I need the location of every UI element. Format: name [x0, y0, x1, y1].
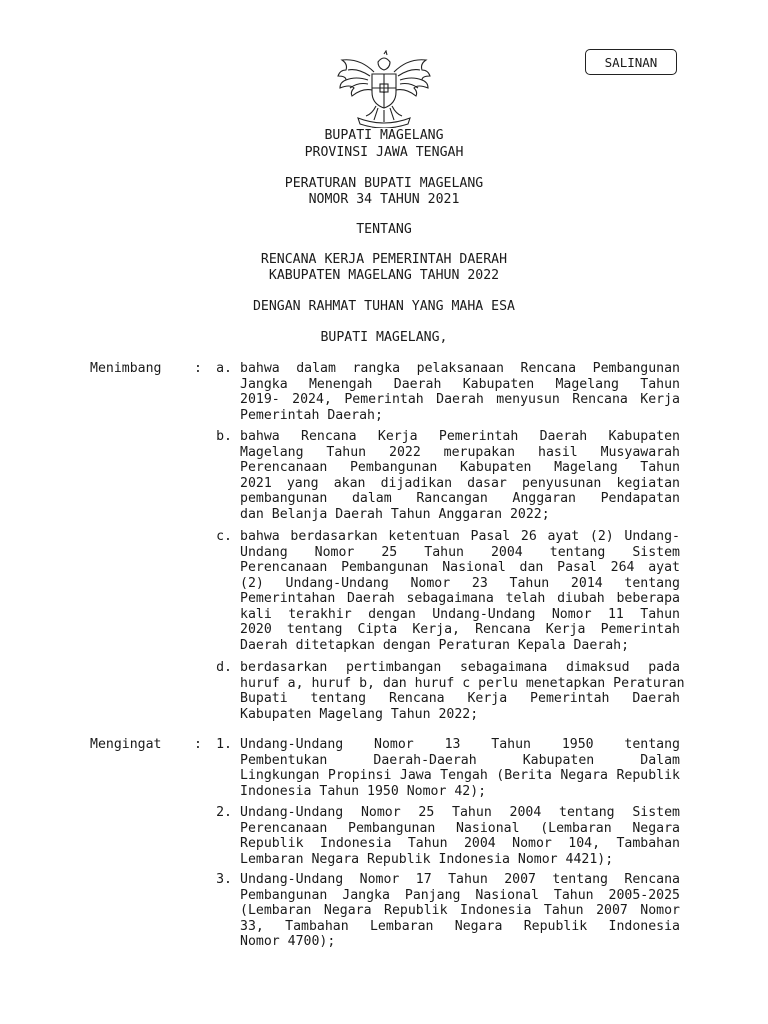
about-heading: TENTANG [356, 222, 412, 237]
text-line: Nomor 4700); [240, 934, 336, 949]
mengingat-item-2 [240, 805, 680, 867]
text-line: Pemerintah Daerah; [240, 407, 383, 423]
text-line: Undang-Undang Nomor 13 Tahun 1950 tentang [240, 737, 680, 752]
text-line: Undang Nomor 25 Tahun 2004 tentang Sistem [240, 544, 680, 560]
text-line: Undang-Undang Nomor 17 Tahun 2007 tentang Rencana [240, 872, 680, 887]
menimbang-marker-a: a. [216, 361, 232, 376]
text-line: Bupati tentang Rencana Kerja Pemerintah Daerah [240, 691, 680, 706]
menimbang-marker-d: d. [216, 660, 232, 675]
province-title: PROVINSI JAWA TENGAH [304, 145, 464, 160]
text-line: Pembentukan Daerah-Daerah Kabupaten Dalam [240, 752, 680, 768]
text-line: pembangunan dalam Rancangan Anggaran Pendapatan [240, 491, 680, 506]
text-line: kali terakhir dengan Undang-Undang Nomor 11 Tahun [240, 606, 680, 622]
text-line: Magelang Tahun 2022 merupakan hasil Musyawarah [240, 444, 680, 460]
salinan-stamp: SALINAN [585, 49, 677, 75]
mengingat-item-1 [240, 737, 680, 799]
text-line: 2019- 2024, Pemerintah Daerah menyusun Rencana Kerja [240, 392, 680, 407]
mengingat-marker-1: 1. [216, 737, 232, 752]
text-line: Pembangunan Jangka Panjang Nasional Tahun 2005-2025 [240, 887, 680, 903]
text-line: bahwa berdasarkan ketentuan Pasal 26 ayat (2) Undang- [240, 529, 680, 544]
menimbang-marker-b: b. [216, 429, 232, 444]
regulation-title: PERATURAN BUPATI MAGELANG [284, 176, 484, 191]
text-line: Kabupaten Magelang Tahun 2022; [240, 706, 479, 722]
text-line: Indonesia Tahun 1950 Nomor 42); [240, 783, 487, 799]
subject-line-2: KABUPATEN MAGELANG TAHUN 2022 [268, 268, 500, 283]
regent-title: BUPATI MAGELANG [324, 128, 444, 143]
text-line: (2) Undang-Undang Nomor 23 Tahun 2014 tentang [240, 575, 680, 591]
text-line: Pemerintahan Daerah sebagaimana telah diubah beberapa [240, 591, 680, 606]
text-line: Daerah ditetapkan dengan Peraturan Kepala Daerah; [240, 637, 630, 653]
blessing-line: DENGAN RAHMAT TUHAN YANG MAHA ESA [252, 299, 515, 314]
text-line: Perencanaan Pembangunan Nasional dan Pasal 264 ayat [240, 560, 680, 575]
text-line: berdasarkan pertimbangan sebagaimana dimaksud pada [240, 660, 680, 675]
text-line: Perencanaan Pembangunan Kabupaten Magelang Tahun [240, 460, 680, 475]
text-line: 2020 tentang Cipta Kerja, Rencana Kerja Pemerintah [240, 622, 680, 637]
text-line: Undang-Undang Nomor 25 Tahun 2004 tentang Sistem [240, 805, 680, 820]
mengingat-marker-3: 3. [216, 872, 232, 887]
menimbang-label: Menimbang [90, 361, 162, 376]
text-line: Republik Indonesia Tahun 2004 Nomor 104, Tambahan [240, 836, 680, 851]
mengingat-marker-2: 2. [216, 805, 232, 820]
text-line: Lingkungan Propinsi Jawa Tengah (Berita Negara Republik [240, 768, 680, 783]
text-line: (Lembaran Negara Republik Indonesia Tahun 2007 Nomor [240, 903, 680, 918]
subject-line-1: RENCANA KERJA PEMERINTAH DAERAH [260, 252, 508, 267]
menimbang-item-c [240, 529, 680, 653]
menimbang-marker-c: c. [216, 529, 232, 544]
menimbang-colon: : [194, 361, 202, 376]
menimbang-item-b [240, 429, 680, 522]
mengingat-colon: : [194, 737, 202, 752]
issuer-line: BUPATI MAGELANG, [320, 330, 448, 345]
text-line: huruf a, huruf b, dan huruf c perlu menetapkan Peraturan [240, 675, 685, 691]
text-line: Jangka Menengah Daerah Kabupaten Magelang Tahun [240, 376, 680, 392]
mengingat-item-3 [240, 872, 680, 950]
regulation-number: NOMOR 34 TAHUN 2021 [308, 192, 460, 207]
text-line: 33, Tambahan Lembaran Negara Republik Indonesia [240, 918, 680, 934]
garuda-emblem-icon [334, 50, 434, 128]
menimbang-item-a [240, 361, 680, 423]
text-line: 2021 yang akan dijadikan dasar penyusunan kegiatan [240, 475, 680, 491]
mengingat-label: Mengingat [90, 737, 162, 752]
text-line: bahwa Rencana Kerja Pemerintah Daerah Kabupaten [240, 429, 680, 444]
text-line: Lembaran Negara Republik Indonesia Nomor 4421); [240, 851, 614, 867]
text-line: Perencanaan Pembangunan Nasional (Lembaran Negara [240, 820, 680, 836]
text-line: dan Belanja Daerah Tahun Anggaran 2022; [240, 506, 550, 522]
text-line: bahwa dalam rangka pelaksanaan Rencana Pembangunan [240, 361, 680, 376]
menimbang-item-d [240, 660, 685, 722]
